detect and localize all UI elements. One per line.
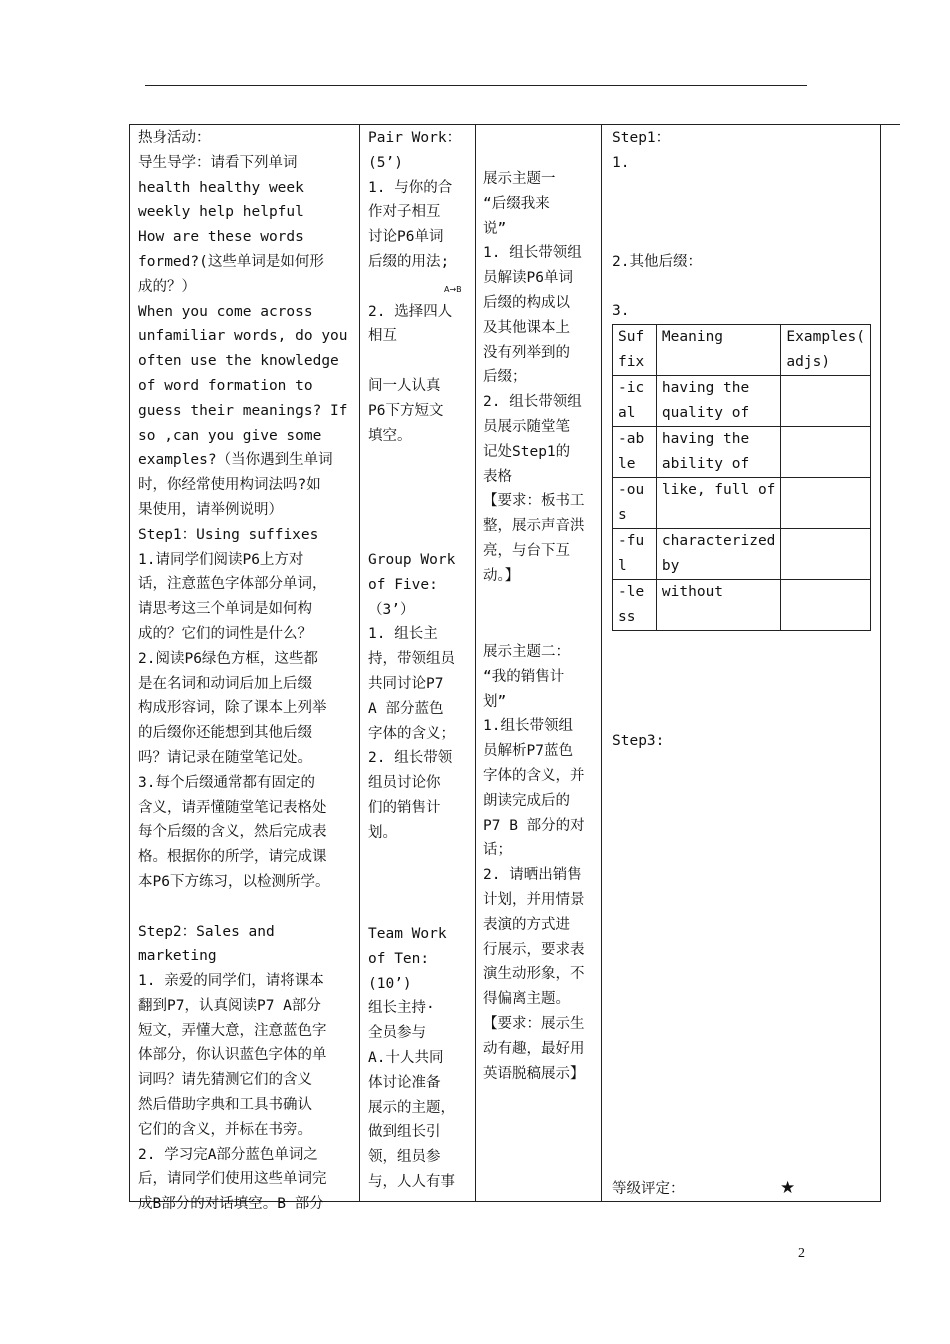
text-line: 成的？） bbox=[138, 278, 196, 295]
text-line: often use the knowledge bbox=[138, 353, 339, 370]
text-line: 持，带领组员 bbox=[368, 651, 455, 668]
text-line: 表演的方式进 bbox=[483, 916, 570, 933]
text-line: 【要求：展示生 bbox=[483, 1015, 585, 1032]
column-divider-2 bbox=[475, 124, 476, 1202]
text-line: When you come across bbox=[138, 303, 313, 320]
step1-heading: Step1：Using suffixes bbox=[138, 526, 319, 543]
text-line: 做到组长引 bbox=[368, 1124, 441, 1141]
text-line: 及其他课本上 bbox=[483, 319, 570, 336]
text-line: 员展示随堂笔 bbox=[483, 418, 570, 435]
text-line: 计划，并用情景 bbox=[483, 891, 585, 908]
text-line: 后缀的构成以 bbox=[483, 294, 570, 311]
table-row bbox=[613, 580, 871, 631]
meaning-cell: characterized by bbox=[656, 529, 781, 580]
text-line: 领，组员参 bbox=[368, 1149, 441, 1166]
examples-cell[interactable] bbox=[781, 529, 871, 580]
text-line: 朗读完成后的 bbox=[483, 792, 570, 809]
text-line: (10’) bbox=[368, 975, 412, 992]
text-line: A 部分蓝色 bbox=[368, 700, 444, 717]
text-line: (5’) bbox=[368, 154, 403, 171]
header-meaning: Meaning bbox=[656, 325, 781, 376]
text-line: “后缀我来 bbox=[483, 195, 550, 212]
text-line: 相互 bbox=[368, 328, 397, 345]
header-examples: Examples( adjs) bbox=[781, 325, 871, 376]
text-line: 亮，与台下互 bbox=[483, 542, 570, 559]
text-line: 2. 选择四人 bbox=[368, 303, 453, 320]
text-line: 英语脱稿展示】 bbox=[483, 1065, 585, 1082]
notes-item-3: 3. bbox=[612, 303, 630, 319]
table-right-border bbox=[880, 124, 881, 1202]
text-line: 体部分，你认识蓝色字体的单 bbox=[138, 1047, 327, 1064]
notes-step3-label: Step3: bbox=[612, 733, 665, 749]
text-line: 2. 学习完A部分蓝色单词之 bbox=[138, 1146, 318, 1163]
text-line: unfamiliar words, do you bbox=[138, 328, 348, 345]
suffix-cell: -ical bbox=[613, 376, 657, 427]
notes-step1-label: Step1： bbox=[612, 130, 671, 146]
blank-line bbox=[368, 349, 468, 374]
text-line: 整，展示声音洪 bbox=[483, 518, 585, 535]
text-line: 它们的含义，并标在书旁。 bbox=[138, 1121, 312, 1138]
table-left-border bbox=[129, 124, 130, 1202]
notes-item-2: 2.其他后缀： bbox=[612, 254, 702, 270]
text-line: 说” bbox=[483, 220, 507, 237]
page-number: 2 bbox=[798, 1246, 805, 1261]
text-line: 格。根据你的所学，请完成课 bbox=[138, 849, 327, 866]
suffix-cell: -ous bbox=[613, 478, 657, 529]
activity-column bbox=[138, 126, 352, 1217]
text-line: 1. 组长主 bbox=[368, 626, 438, 643]
text-line: 得偏离主题。 bbox=[483, 991, 570, 1008]
text-line: 演生动形象，不 bbox=[483, 966, 585, 983]
text-line: 全员参与 bbox=[368, 1025, 426, 1042]
text-line: 每个后缀的含义，然后完成表 bbox=[138, 824, 327, 841]
suffix-table bbox=[612, 324, 871, 631]
text-line: 组长主持· bbox=[368, 1000, 435, 1017]
pair-work-heading: Pair Work： bbox=[368, 130, 462, 146]
table-row bbox=[613, 427, 871, 478]
topic2-heading: 展示主题二： bbox=[483, 644, 570, 660]
header-suffix: Suf fix bbox=[613, 325, 657, 376]
column-divider-1 bbox=[359, 124, 360, 1202]
group-work-heading: Group Work bbox=[368, 552, 456, 568]
text-line: of Ten: bbox=[368, 950, 430, 967]
text-line: 时，你经常使用构词法吗?如 bbox=[138, 477, 321, 494]
text-line: 后缀的用法; bbox=[368, 253, 450, 270]
examples-cell[interactable] bbox=[781, 427, 871, 478]
table-row bbox=[613, 376, 871, 427]
text-line: 果使用，请举例说明） bbox=[138, 501, 283, 518]
text-line: 成的？它们的词性是什么？ bbox=[138, 625, 312, 642]
text-line: 字体的含义，并 bbox=[483, 767, 585, 784]
warmup-heading: 热身活动： bbox=[138, 130, 211, 146]
text-line: 2.阅读P6绿色方框，这些都 bbox=[138, 650, 318, 667]
table-row bbox=[613, 478, 871, 529]
text-line: of word formation to bbox=[138, 377, 313, 394]
text-line: 词吗？请先猜测它们的含义 bbox=[138, 1072, 312, 1089]
header-rule bbox=[145, 85, 807, 86]
suffix-cell: -able bbox=[613, 427, 657, 478]
text-line: 作对子相互 bbox=[368, 204, 441, 221]
arrow-note: A→B bbox=[444, 285, 462, 294]
meaning-cell: having the quality of bbox=[656, 376, 781, 427]
text-line: 动有趣，最好用 bbox=[483, 1040, 585, 1057]
meaning-cell: without bbox=[656, 580, 781, 631]
text-line: examples?（当你遇到生单词 bbox=[138, 452, 333, 469]
suffix-cell: -ful bbox=[613, 529, 657, 580]
text-line: 后缀； bbox=[483, 369, 527, 386]
text-line: 填空。 bbox=[368, 427, 412, 444]
text-line: 2. 组长带领 bbox=[368, 750, 453, 767]
text-line: 间一人认真 bbox=[368, 377, 441, 394]
text-line: 话； bbox=[483, 842, 512, 859]
presentation-column bbox=[483, 167, 595, 589]
text-line: 请思考这三个单词是如何构 bbox=[138, 601, 312, 618]
table-top-border bbox=[129, 124, 900, 125]
text-line: 字体的含义； bbox=[368, 725, 455, 742]
text-line: 1. 亲爱的同学们，请将课本 bbox=[138, 973, 324, 990]
text-line: “我的销售计 bbox=[483, 668, 565, 685]
text-line: 然后借助字典和工具书确认 bbox=[138, 1097, 312, 1114]
text-line: 导生导学：请看下列单词 bbox=[138, 154, 298, 171]
text-line: （3’） bbox=[368, 601, 415, 618]
text-line: guess their meanings? If bbox=[138, 402, 348, 419]
star-icon: ★ bbox=[780, 1178, 796, 1198]
text-line: 1.组长带领组 bbox=[483, 718, 573, 735]
text-line: P6下方短文 bbox=[368, 402, 444, 419]
text-line: 体讨论准备 bbox=[368, 1074, 441, 1091]
text-line: 短文，弄懂大意，注意蓝色字 bbox=[138, 1022, 327, 1039]
text-line: 2. 请晒出销售 bbox=[483, 867, 582, 884]
text-line: 【要求：板书工 bbox=[483, 493, 585, 510]
text-line: 与，人人有事 bbox=[368, 1173, 455, 1190]
text-line: so ,can you give some bbox=[138, 427, 322, 444]
table-row bbox=[613, 529, 871, 580]
examples-cell[interactable] bbox=[781, 478, 871, 529]
text-line: 记处Step1的 bbox=[483, 443, 571, 460]
text-line: 构成形容词，除了课本上列举 bbox=[138, 700, 327, 717]
table-header-row bbox=[613, 325, 871, 376]
notes-item-1: 1. bbox=[612, 155, 630, 171]
text-line: health healthy week bbox=[138, 179, 304, 196]
text-line: A.十人共同 bbox=[368, 1049, 444, 1066]
text-line: formed?(这些单词是如何形 bbox=[138, 253, 324, 270]
text-line: 划” bbox=[483, 693, 507, 710]
text-line: 行展示，要求表 bbox=[483, 941, 585, 958]
text-line: 翻到P7，认真阅读P7 A部分 bbox=[138, 997, 321, 1014]
suffix-cell: -less bbox=[613, 580, 657, 631]
text-line: 动。】 bbox=[483, 567, 520, 584]
text-line: 1.请同学们阅读P6上方对 bbox=[138, 551, 304, 568]
team-work-heading: Team Work bbox=[368, 926, 447, 942]
text-line: 话，注意蓝色字体部分单词， bbox=[138, 576, 327, 593]
group-of-five-block bbox=[368, 548, 468, 846]
text-line: 本P6下方练习，以检测所学。 bbox=[138, 873, 330, 890]
text-line: 的后缀你还能想到其他后缀 bbox=[138, 725, 312, 742]
text-line: 展示的主题， bbox=[368, 1099, 455, 1116]
text-line: P7 B 部分的对 bbox=[483, 817, 585, 834]
step2-heading: Step2：Sales and marketing bbox=[138, 923, 275, 965]
column-divider-3 bbox=[601, 124, 602, 1202]
text-line: How are these words bbox=[138, 229, 304, 246]
text-line: 吗？请记录在随堂笔记处。 bbox=[138, 749, 312, 766]
text-line: 讨论P6单词 bbox=[368, 229, 444, 246]
text-line: 员解读P6单词 bbox=[483, 270, 573, 287]
text-line: 没有列举到的 bbox=[483, 344, 570, 361]
text-line: 1. 组长带领组 bbox=[483, 245, 582, 262]
examples-cell[interactable] bbox=[781, 376, 871, 427]
meaning-cell: having the ability of bbox=[656, 427, 781, 478]
examples-cell[interactable] bbox=[781, 580, 871, 631]
text-line: 员解析P7蓝色 bbox=[483, 743, 573, 760]
meaning-cell: like, full of bbox=[656, 478, 781, 529]
text-line: 表格 bbox=[483, 468, 512, 485]
text-line: 们的销售计 bbox=[368, 799, 441, 816]
text-line: 是在名词和动词后加上后缀 bbox=[138, 675, 312, 692]
topic1-heading: 展示主题一 bbox=[483, 171, 556, 187]
topic2-block bbox=[483, 640, 595, 1086]
text-line: of Five: bbox=[368, 576, 438, 593]
text-line: 成B部分的对话填空。B 部分 bbox=[138, 1196, 324, 1213]
team-of-ten-block bbox=[368, 922, 468, 1195]
text-line: 3.每个后缀通常都有固定的 bbox=[138, 774, 315, 791]
text-line: 2. 组长带领组 bbox=[483, 394, 582, 411]
text-line: 1. 与你的合 bbox=[368, 179, 453, 196]
text-line: 划。 bbox=[368, 824, 397, 841]
text-line: 后，请同学们使用这些单词完 bbox=[138, 1171, 327, 1188]
text-line: 含义，请弄懂随堂笔记表格处 bbox=[138, 799, 327, 816]
text-line: weekly help helpful bbox=[138, 204, 304, 221]
text-line: 共同讨论P7 bbox=[368, 675, 444, 692]
text-line: 组员讨论你 bbox=[368, 775, 441, 792]
blank-line bbox=[138, 895, 352, 920]
grade-label: 等级评定： bbox=[612, 1181, 685, 1197]
